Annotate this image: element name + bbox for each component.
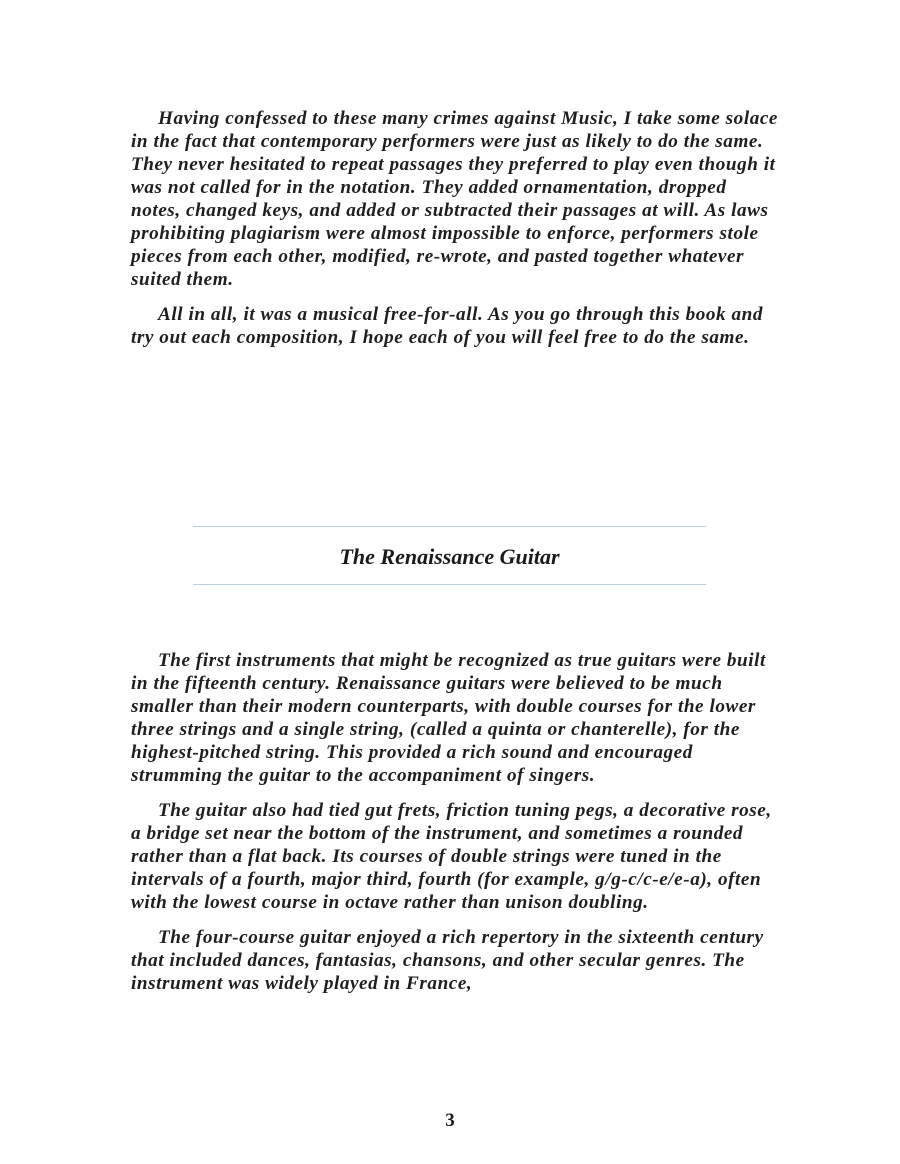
paragraph: The first instruments that might be recognized as true guitars were built in the fifteenth century. Renaissance guitars were believed to be much smaller than their modern counterparts, with double courses for the lower three strings and a single string, (called a quinta or chanterelle), for the highest-pitched string. This provided a rich sound and encouraged strumming the guitar to the accompaniment of singers. — [131, 650, 766, 786]
heading-rule-bottom — [193, 584, 706, 585]
page-number: 3 — [445, 1110, 455, 1131]
paragraph: All in all, it was a musical free-for-all. As you go through this book and try out each composition, I hope each of you will feel free to do the same. — [131, 304, 764, 348]
section-heading: The Renaissance Guitar — [339, 544, 560, 569]
paragraph: Having confessed to these many crimes against Music, I take some solace in the fact that contemporary performers were just as likely to do the same. They never hesitated to repeat passages they preferred to play even though it was not called for in the notation. They added ornamentation, dropped notes, changed keys, and added or subtracted their passages at will. As laws prohibiting plagiarism were almost impossible to enforce, performers stole pieces from each other, modified, re-wrote, and pasted together whatever suited them. — [131, 108, 778, 290]
intro-text-block — [131, 107, 781, 361]
paragraph: The guitar also had tied gut frets, friction tuning pegs, a decorative rose, a bridge set near the bottom of the instrument, and sometimes a rounded rather than a flat back. Its courses of double strings were tuned in the intervals of a fourth, major third, fourth (for example, g/g-c/c-e/e-a), often with the lowest course in octave rather than unison doubling. — [131, 800, 772, 913]
paragraph: The four-course guitar enjoyed a rich repertory in the sixteenth century that included dances, fantasias, chansons, and other secular genres. The instrument was widely played in France, — [131, 927, 764, 994]
heading-rule-top — [193, 526, 706, 527]
section-text-block — [131, 649, 781, 1007]
